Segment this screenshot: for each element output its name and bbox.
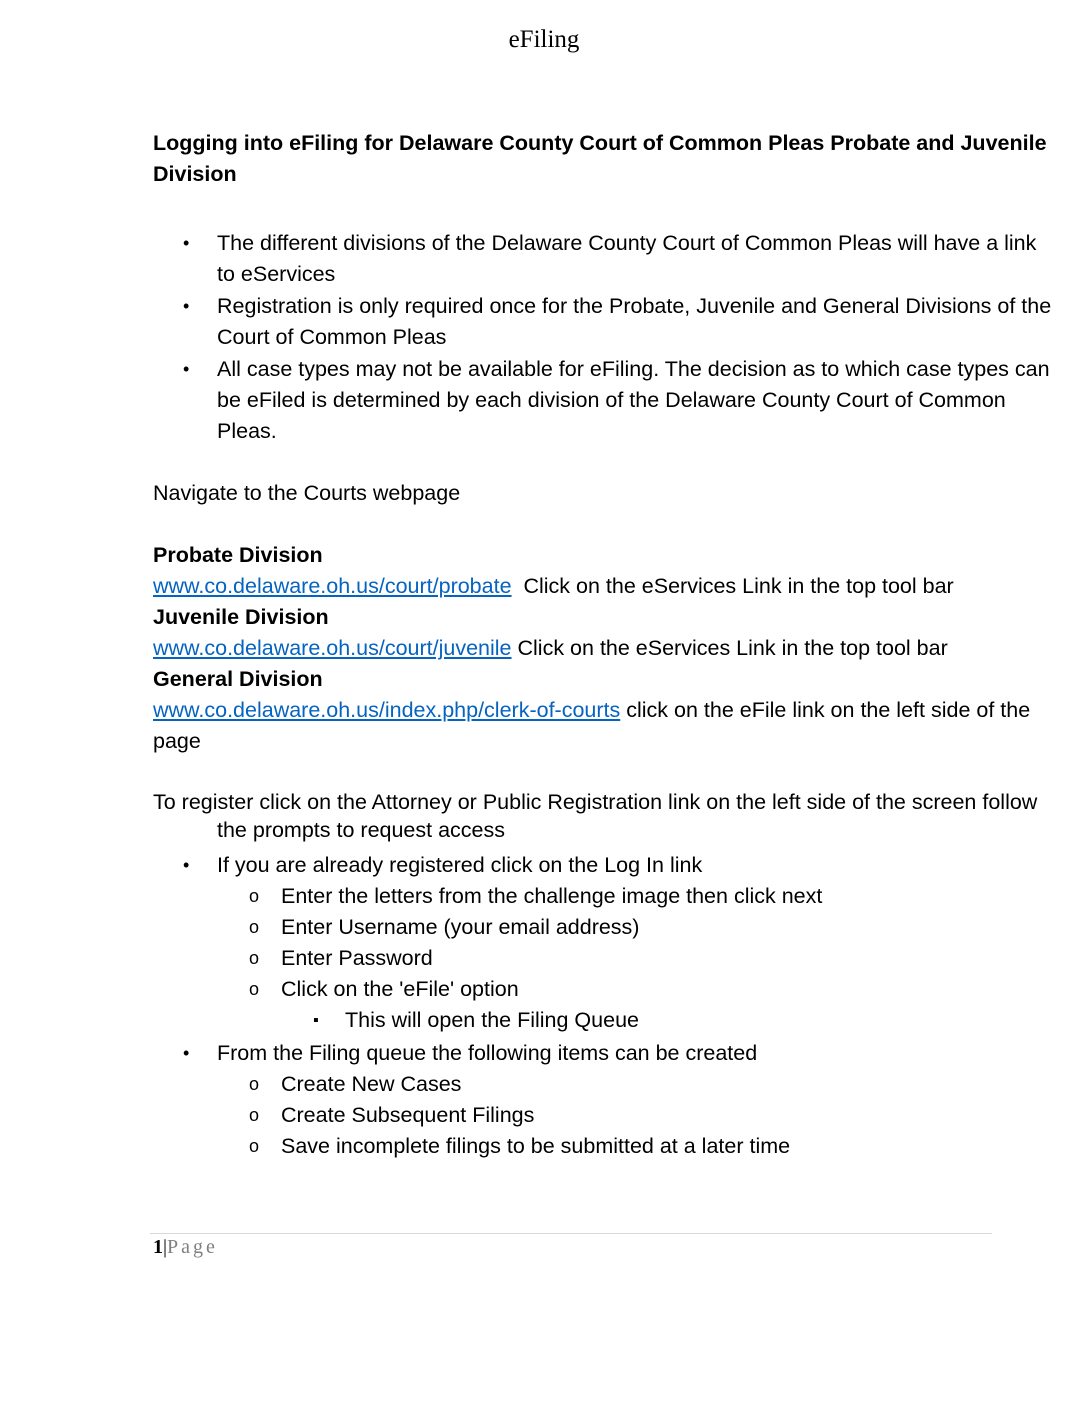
page-label: Page (167, 1236, 218, 1258)
footer-separator: | (163, 1236, 168, 1258)
list-item: o Enter Username (your email address) (153, 912, 1053, 943)
intro-list (153, 228, 1053, 447)
division-instruction: click on the eFile link on the left side of the page (153, 698, 1037, 753)
division-instruction: Click on the eServices Link in the top tool bar (511, 574, 954, 598)
list-item: • The different divisions of the Delaware County Court of Common Pleas will have a link to eServices (153, 228, 1053, 290)
division-heading: Juvenile Division (153, 605, 329, 629)
list-item: o Save incomplete filings to be submitted at a later time (153, 1131, 1053, 1162)
page-number: 1 (153, 1236, 163, 1258)
login-list (153, 850, 1053, 1162)
division-probate (153, 540, 1053, 602)
list-item: • From the Filing queue the following items can be created (153, 1038, 1053, 1069)
list-item: • All case types may not be available for eFiling. The decision as to which case types can be eFiled is determined by each division of the Delaware County Court of Common Pleas. (153, 354, 1053, 447)
list-item: o Create New Cases (153, 1069, 1053, 1100)
list-item: o Create Subsequent Filings (153, 1100, 1053, 1131)
general-link[interactable]: www.co.delaware.oh.us/index.php/clerk-of-courts (153, 698, 621, 722)
division-general (153, 664, 1053, 757)
juvenile-link[interactable]: www.co.delaware.oh.us/court/juvenile (153, 636, 512, 660)
probate-link[interactable]: www.co.delaware.oh.us/court/probate (153, 574, 512, 598)
list-item: o Enter the letters from the challenge image then click next (153, 881, 1053, 912)
list-item: o Click on the 'eFile' option (153, 974, 1053, 1005)
list-item: o Enter Password (153, 943, 1053, 974)
list-item: ▪ This will open the Filing Queue (153, 1005, 1053, 1036)
division-juvenile (153, 602, 1053, 664)
page-footer (153, 1236, 218, 1259)
list-item: • If you are already registered click on the Log In link (153, 850, 1053, 881)
division-heading: General Division (153, 667, 323, 691)
navigate-text: Navigate to the Courts webpage (153, 481, 461, 505)
document-title: Logging into eFiling for Delaware County Court of Common Pleas Probate and Juvenile Division (153, 131, 1047, 186)
division-instruction: Click on the eServices Link in the top tool bar (511, 636, 948, 660)
list-item: • Registration is only required once for the Probate, Juvenile and General Divisions of the Court of Common Pleas (153, 291, 1053, 353)
footer-divider (150, 1233, 992, 1234)
page-header: eFiling (508, 26, 580, 53)
register-text: To register click on the Attorney or Public Registration link on the left side of the screen follow the prompts to request access (153, 790, 1038, 842)
division-heading: Probate Division (153, 543, 323, 567)
document-body (153, 128, 1053, 1162)
